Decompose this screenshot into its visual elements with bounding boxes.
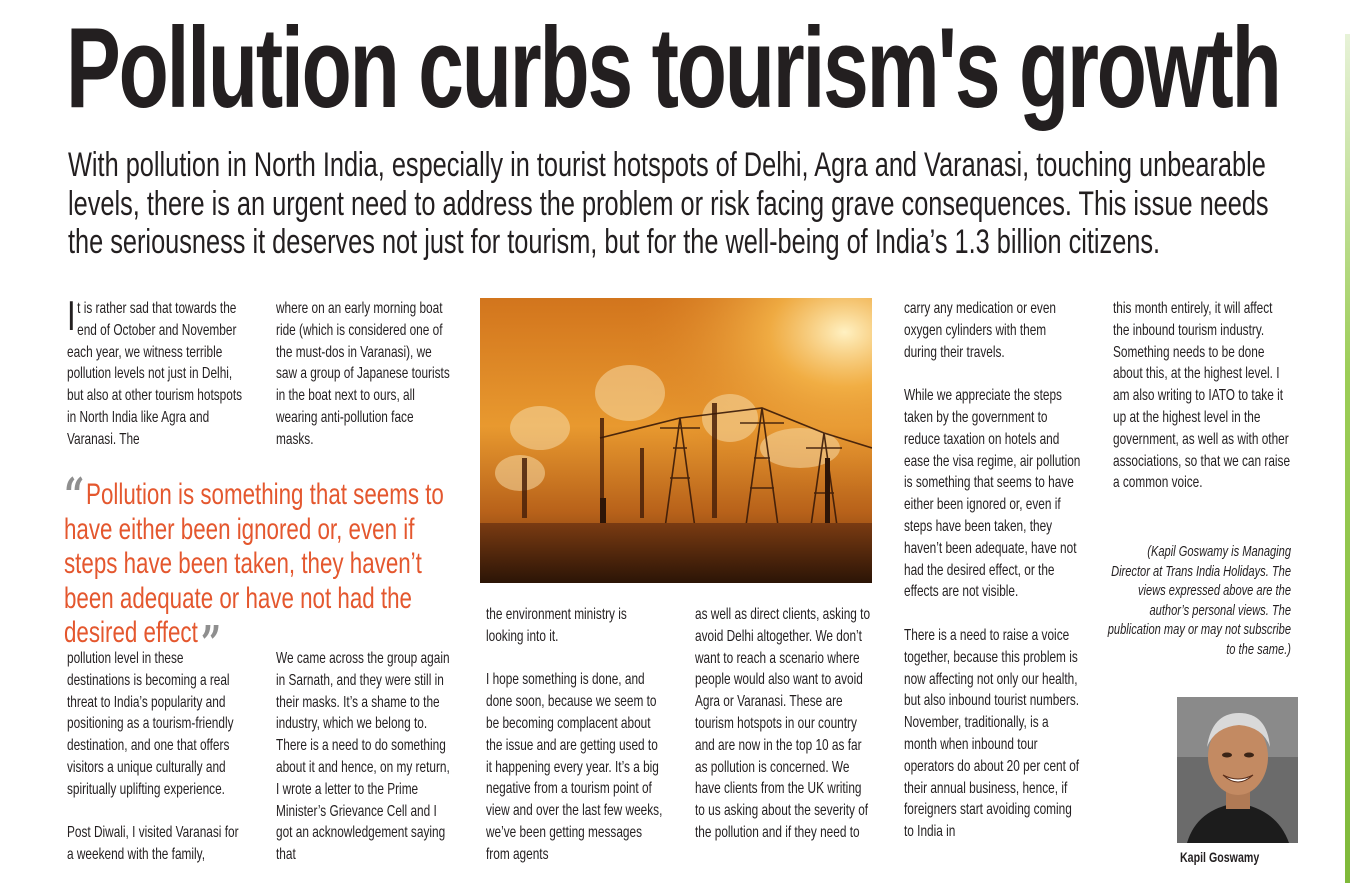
close-quote-icon: ” — [200, 616, 222, 672]
column-5 — [904, 298, 1082, 843]
author-portrait-illustration — [1177, 697, 1298, 843]
column-1-bottom-paragraph-2: Post Diwali, I visited Varanasi for a weekend with the family, — [67, 824, 239, 864]
column-1-top-text: t is rather sad that towards the end of October and November each year, we witness terrible pollution levels not just in Delhi, but also at other tourism hotspots in North India like Agra and Varanasi. The — [67, 300, 243, 448]
column-4 — [695, 604, 873, 844]
column-5-paragraph-3: There is a need to raise a voice together, because this problem is now affecting not only our health, but also inbound tourist numbers. November, traditionally, is a month when inbound tour operators do about 20 per cent of their annual business, hence, if foreigners start avoiding coming to India in — [904, 626, 1080, 841]
drop-cap: I — [67, 292, 76, 339]
column-1-top — [67, 292, 245, 451]
column-6-text: this month entirely, it will affect the inbound tourism industry. Something needs to be done about this, at the highest level. I am also writing to IATO to take it up at the highest level in the government, as well as with other associations, so that we can raise a common voice. — [1113, 300, 1291, 492]
column-3-paragraph-2: I hope something is done, and done soon, because we seem to be becoming complacent about the issue and are getting used to it happening every year. It’s a big negative from a tourism point of view and over the last few weeks, we’ve been getting messages from agents — [486, 671, 663, 863]
column-6 — [1113, 298, 1291, 494]
pull-quote-text: Pollution is something that seems to have either been ignored or, even if steps have been taken, they haven’t been adequate or have not had the desired effect — [64, 478, 444, 649]
headline: Pollution curbs tourism's growth — [66, 5, 1280, 132]
portrait-caption: Kapil Goswamy — [1180, 849, 1260, 865]
open-quote-icon: “ — [64, 468, 85, 524]
author-portrait — [1177, 697, 1298, 843]
industrial-smog-illustration — [480, 298, 872, 583]
pull-quote — [64, 468, 451, 672]
pollution-photo — [480, 298, 872, 583]
column-2-bottom-text: We came across the group again in Sarnath, and they were still in their masks. It’s a shame to the industry, which we belong to. There is a need to do something about it and hence, on my return, I wrote a letter to the Prime Minister’s Grievance Cell and I got an acknowledgement saying that — [276, 650, 450, 864]
column-3-paragraph-1: the environment ministry is looking into it. — [486, 606, 627, 645]
column-3 — [486, 604, 664, 866]
column-2-bottom — [276, 648, 454, 866]
column-5-paragraph-1: carry any medication or even oxygen cylinders with them during their travels. — [904, 300, 1057, 361]
column-1-bottom-paragraph-1: pollution level in these destinations is becoming a real threat to India’s popularity and positioning as a tourism-friendly destination, and one that offers visitors a unique culturally and spiritually uplifting experience. — [67, 650, 234, 798]
author-bio: (Kapil Goswamy is Managing Director at Trans India Holidays. The views expressed above are the author’s personal views. The publication may or may not subscribe to the same.) — [1107, 543, 1291, 658]
column-2-top-text: where on an early morning boat ride (which is considered one of the must-dos in Varanasi), we saw a group of Japanese tourists in the boat next to ours, all wearing anti-pollution face masks. — [276, 300, 450, 448]
column-1-bottom — [67, 648, 245, 866]
column-2-top — [276, 298, 454, 451]
standfirst: With pollution in North India, especially in tourist hotspots of Delhi, Agra and Varanasi, touching unbearable levels, there is an urgent need to address the problem or risk facing grave consequences. This issue needs the seriousness it deserves not just for tourism, but for the well-being of India’s 1.3 billion citizens. — [68, 146, 1269, 261]
column-4-text: as well as direct clients, asking to avoid Delhi altogether. We don’t want to reach a scenario where people would also want to avoid Agra or Varanasi. These are tourism hotspots in our country and are now in the top 10 as far as pollution is concerned. We have clients from the UK writing to us asking about the severity of the pollution and if they need to — [695, 606, 871, 841]
column-5-paragraph-2: While we appreciate the steps taken by the government to reduce taxation on hotels and ease the visa regime, air pollution is something that seems to have either been ignored or, even if steps have been taken, they haven’t been adequate, have not had the desired effect, or the effects are not visible. — [904, 387, 1081, 601]
page-edge-accent-bar — [1345, 34, 1350, 883]
